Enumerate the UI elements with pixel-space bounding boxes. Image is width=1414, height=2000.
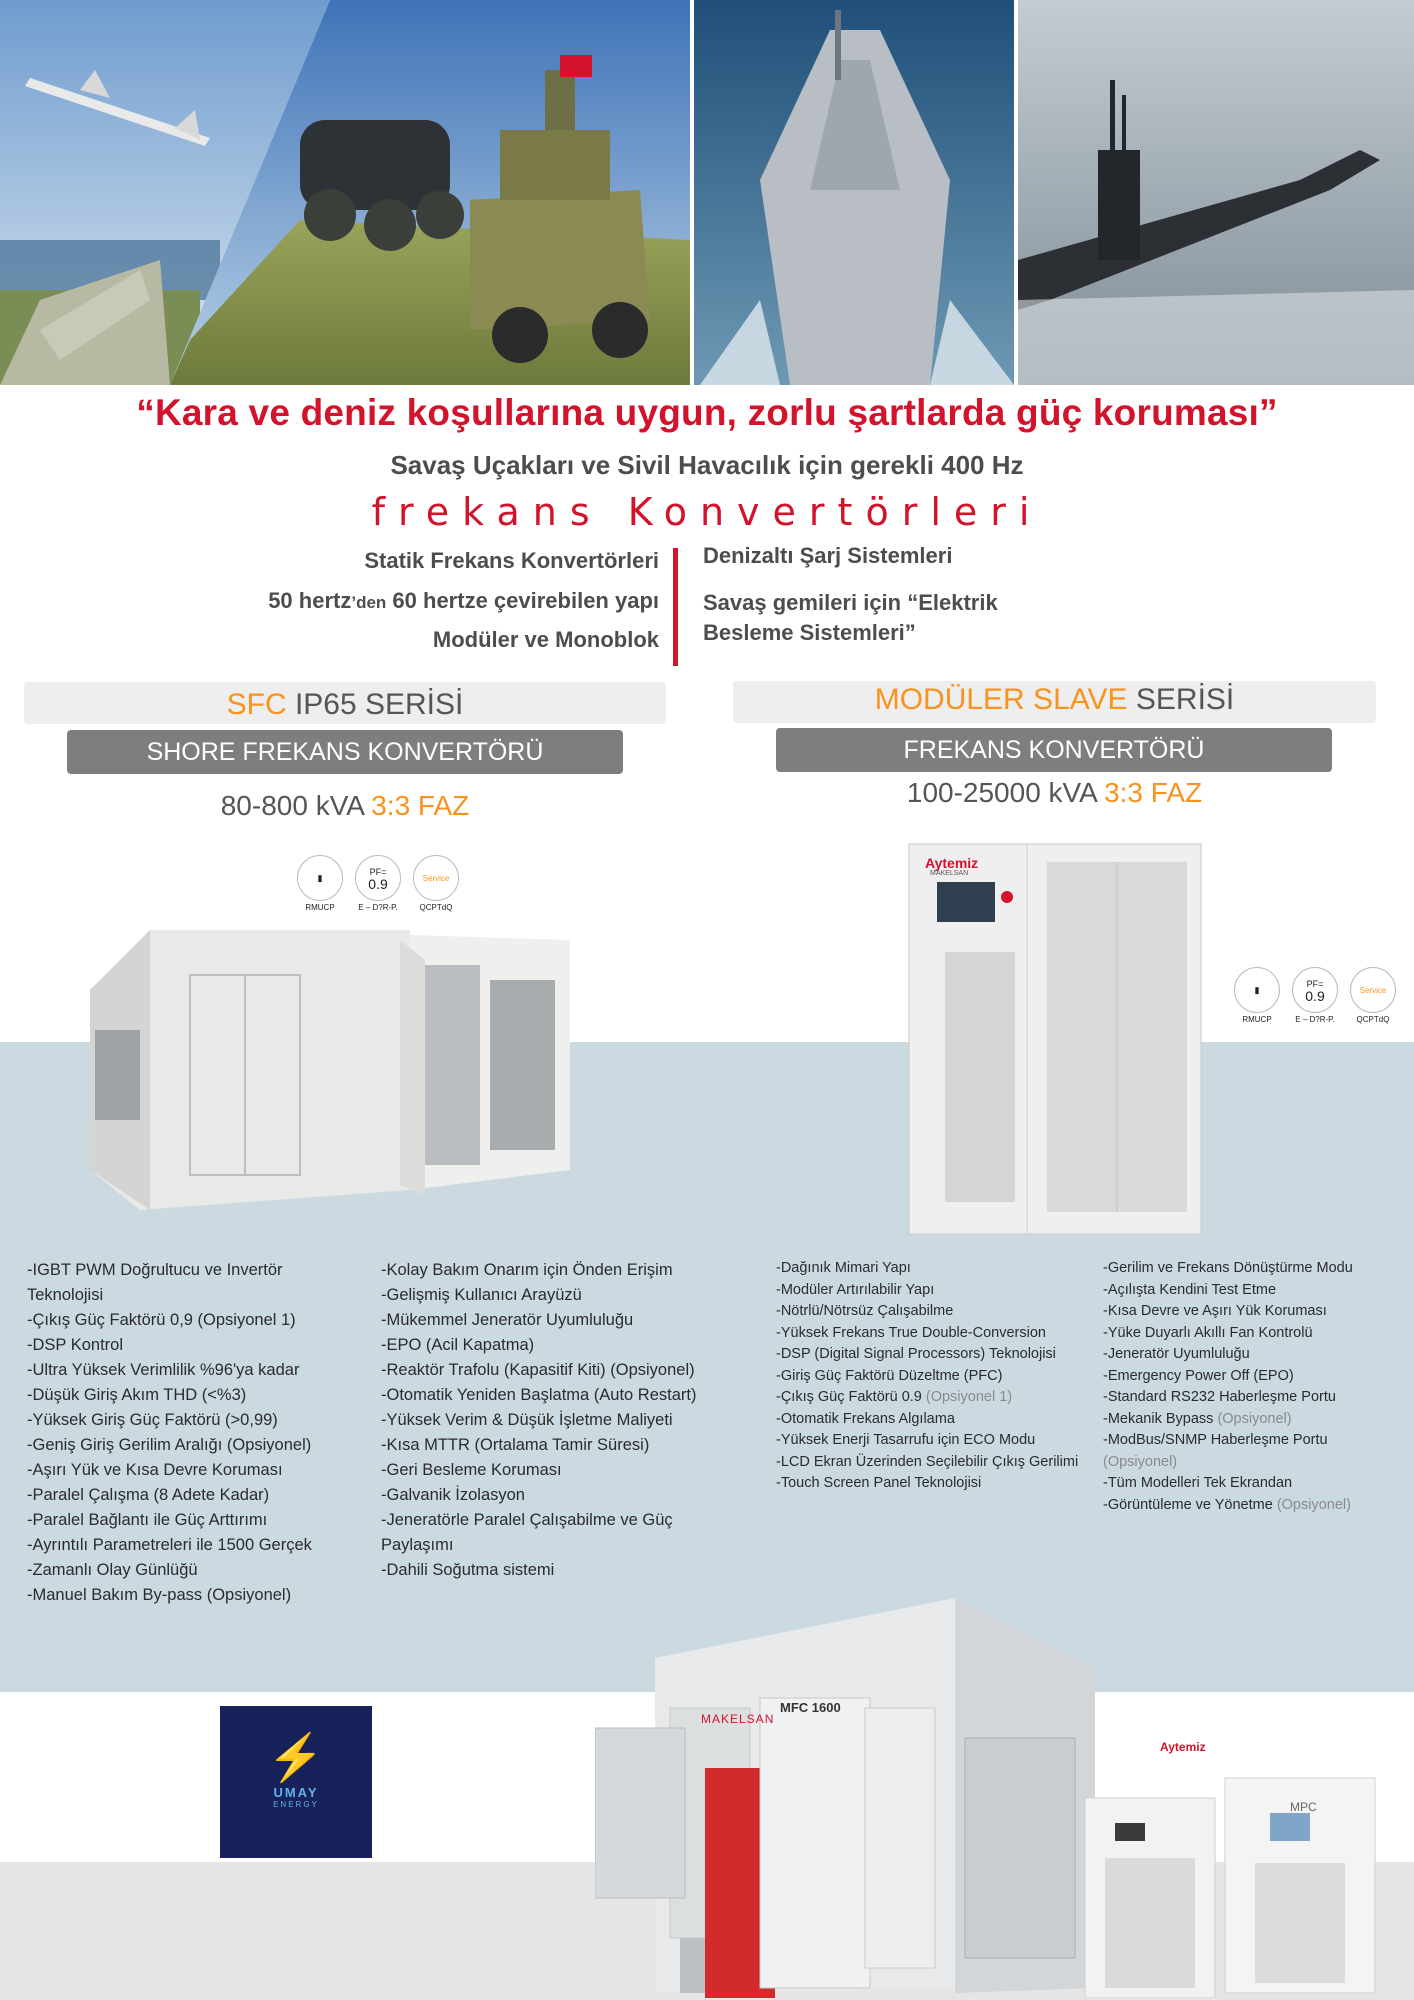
feature-item: -Manuel Bakım By-pass (Opsiyonel) — [27, 1586, 292, 1604]
left-feature-2 — [268, 588, 659, 614]
modular-capacity — [733, 777, 1376, 809]
feature-item: -Açılışta Kendini Test Etme — [1103, 1281, 1277, 1298]
service-label-2: Service — [1359, 985, 1387, 995]
pf-badge-label-2: E – D?R-P. — [1295, 1015, 1335, 1024]
feature-item: -Paralel Bağlantı ile Güç Arttırımı — [27, 1511, 268, 1529]
feature-item: -Tüm Modelleri Tek Ekrandan — [1103, 1475, 1293, 1491]
feature-item: -Emergency Power Off (EPO) — [1103, 1367, 1294, 1384]
sfc-subtitle-bar: SHORE FREKANS KONVERTÖRÜ — [67, 730, 623, 774]
feature-item: -Standard RS232 Haberleşme Portu — [1103, 1389, 1336, 1405]
optional-tag: (Opsiyonel) — [1217, 1410, 1292, 1427]
power-factor-icon — [355, 855, 401, 901]
feature-list-3 — [776, 1258, 1086, 1495]
service-badge — [412, 855, 460, 912]
sfc-title — [24, 688, 666, 722]
left-feature-2c: 60 hertze çevirebilen yapı — [392, 588, 659, 613]
product-group-image — [595, 1598, 1385, 1998]
optional-tag: (Opsiyonel) — [1103, 1453, 1178, 1470]
feature-item: -DSP Kontrol — [27, 1336, 123, 1354]
left-feature-2a: 50 hertz — [268, 588, 352, 613]
pf-badge-2 — [1291, 967, 1339, 1024]
modular-cabinet-image — [907, 842, 1203, 1242]
feature-item: -Yüke Duyarlı Akıllı Fan Kontrolü — [1103, 1324, 1313, 1341]
sfc-capacity — [24, 790, 666, 822]
feature-item: -Otomatik Frekans Algılama — [776, 1410, 955, 1427]
logo-name: UMAY — [273, 1785, 319, 1800]
headline-frequency: frekans Konvertörleri — [371, 490, 1043, 534]
service-badge-label: QCPTdQ — [419, 903, 453, 912]
umay-energy-logo — [220, 1706, 372, 1858]
rmucp-label: RMUCP — [305, 903, 335, 912]
feature-item: -Mükemmel Jeneratör Uyumluluğu — [381, 1311, 634, 1329]
hero-photo-collage — [0, 0, 1414, 390]
feature-item: -Ultra Yüksek Verimlilik %96'ya kadar — [27, 1361, 300, 1379]
feature-item-opt — [776, 1387, 1086, 1409]
cabinet-mpc: MPC — [1290, 1800, 1317, 1814]
sfc-enclosure-image — [80, 920, 600, 1210]
left-feature-3: Modüler ve Monoblok — [432, 627, 659, 652]
feature-item: -Yüksek Enerji Tasarrufu için ECO Modu — [776, 1432, 1036, 1448]
service-label: Service — [422, 873, 450, 883]
rmucp-badge — [296, 855, 344, 912]
feature-item-opt — [1103, 1409, 1393, 1431]
feature-item: -Galvanik İzolasyon — [381, 1486, 525, 1504]
container-model: MFC 1600 — [780, 1700, 841, 1715]
feature-item: -Reaktör Trafolu (Kapasitif Kiti) (Opsiyonel) — [381, 1361, 695, 1379]
feature-item: -Aşırı Yük ve Kısa Devre Koruması — [27, 1461, 283, 1479]
feature-text: -Mekanik Bypass — [1103, 1410, 1214, 1427]
feature-item: -Giriş Güç Faktörü Düzeltme (PFC) — [776, 1367, 1003, 1384]
feature-item: -Yüksek Frekans True Double-Conversion — [776, 1324, 1046, 1341]
feature-item: -Geniş Giriş Gerilim Aralığı (Opsiyonel) — [27, 1436, 312, 1454]
feature-item: -Paralel Çalışma (8 Adete Kadar) — [27, 1486, 270, 1504]
feature-item: -Kısa Devre ve Aşırı Yük Koruması — [1103, 1303, 1327, 1319]
feature-text: -Görüntüleme ve Yönetme — [1103, 1496, 1273, 1513]
pf-label-2: PF= — [1306, 979, 1324, 989]
left-feature-1: Statik Frekans Konvertörleri — [364, 548, 659, 573]
feature-item: -IGBT PWM Doğrultucu ve Invertör Teknolojisi — [27, 1261, 283, 1304]
sfc-title-a: SFC — [226, 688, 287, 721]
feature-item: -Touch Screen Panel Teknolojisi — [776, 1475, 982, 1491]
service-badge-label-2: QCPTdQ — [1356, 1015, 1390, 1024]
lightning-icon: ⚡ — [267, 1731, 325, 1783]
left-feature-2b: ’den — [351, 593, 387, 612]
modular-phase: 3:3 FAZ — [1104, 777, 1203, 808]
feature-item: -Nötrlü/Nötrsüz Çalışabilme — [776, 1303, 954, 1319]
logo-sub: ENERGY — [273, 1800, 319, 1809]
pf-value-2: 0.9 — [1305, 988, 1325, 1004]
modular-subtitle-bar: FREKANS KONVERTÖRÜ — [776, 728, 1332, 772]
sfc-title-b: IP65 SERİSİ — [294, 688, 464, 721]
feature-item: -EPO (Acil Kapatma) — [381, 1336, 535, 1354]
cabinet-sub: MAKELSAN — [930, 870, 969, 877]
optional-tag: (Opsiyonel) — [1276, 1496, 1351, 1513]
pf-badge — [354, 855, 402, 912]
pf-label: PF= — [369, 867, 387, 877]
headline-subtitle: Savaş Uçakları ve Sivil Havacılık için gerekli 400 Hz — [390, 450, 1024, 480]
feature-item: -Gelişmiş Kullanıcı Arayüzü — [381, 1286, 582, 1304]
container-brand: MAKELSAN — [701, 1712, 775, 1726]
feature-item: -Geri Besleme Koruması — [381, 1461, 562, 1479]
feature-item: -Otomatik Yeniden Başlatma (Auto Restart) — [381, 1386, 697, 1404]
service-plug-icon — [413, 855, 459, 901]
feature-list-4 — [1103, 1258, 1393, 1516]
rmucp-badge-2 — [1233, 967, 1281, 1024]
service-badge-2 — [1349, 967, 1397, 1024]
feature-item: -Modüler Artırılabilir Yapı — [776, 1281, 935, 1298]
pf-value: 0.9 — [368, 876, 388, 892]
feature-item: -LCD Ekran Üzerinden Seçilebilir Çıkış Gerilimi — [776, 1453, 1079, 1470]
feature-item: -Jeneratörle Paralel Çalışabilme ve Güç Paylaşımı — [381, 1511, 673, 1554]
feature-item: -Çıkış Güç Faktörü 0,9 (Opsiyonel 1) — [27, 1311, 296, 1329]
sfc-kva: 80-800 kVA — [220, 790, 364, 821]
right-feature-1: Denizaltı Şarj Sistemleri — [703, 543, 953, 568]
battery-icon: ▮ — [1234, 967, 1280, 1013]
feature-item: -Jeneratör Uyumluluğu — [1103, 1346, 1250, 1362]
right-feature-2: Savaş gemileri için “Elektrik — [703, 590, 998, 615]
sfc-phase: 3:3 FAZ — [371, 790, 470, 821]
cabinet-brand-2: Aytemiz — [1160, 1740, 1206, 1754]
power-factor-icon — [1292, 967, 1338, 1013]
feature-item: -Yüksek Verim & Düşük İşletme Maliyeti — [381, 1411, 673, 1429]
feature-text: -ModBus/SNMP Haberleşme Portu — [1103, 1432, 1328, 1448]
service-plug-icon — [1350, 967, 1396, 1013]
feature-item: -Dağınık Mimari Yapı — [776, 1260, 911, 1276]
feature-text: -Çıkış Güç Faktörü 0.9 — [776, 1389, 922, 1405]
feature-item: -Kolay Bakım Onarım için Önden Erişim — [381, 1261, 673, 1279]
feature-item: -Yüksek Giriş Güç Faktörü (>0,99) — [27, 1411, 278, 1429]
feature-item: -Kısa MTTR (Ortalama Tamir Süresi) — [381, 1436, 650, 1454]
feature-item: -Gerilim ve Frekans Dönüştürme Modu — [1103, 1260, 1353, 1276]
modular-title-b: SERİSİ — [1135, 683, 1235, 716]
cabinet-brand: Aytemiz — [925, 855, 979, 871]
feature-item: -Düşük Giriş Akım THD (<%3) — [27, 1386, 247, 1404]
feature-item: -Zamanlı Olay Günlüğü — [27, 1561, 198, 1579]
rmucp-label-2: RMUCP — [1242, 1015, 1272, 1024]
feature-item-opt — [1103, 1430, 1393, 1473]
feature-list-1 — [27, 1258, 357, 1608]
feature-item: -DSP (Digital Signal Processors) Teknolojisi — [776, 1346, 1056, 1362]
feature-list-2 — [381, 1258, 731, 1583]
feature-item: -Ayrıntılı Parametreleri ile 1500 Gerçek — [27, 1536, 312, 1554]
modular-title — [733, 683, 1376, 717]
sfc-icon-row — [296, 855, 460, 912]
feature-item-opt — [1103, 1495, 1393, 1517]
optional-tag: (Opsiyonel 1) — [925, 1389, 1013, 1405]
battery-icon: ▮ — [297, 855, 343, 901]
modular-icon-row — [1233, 967, 1397, 1024]
pf-badge-label: E – D?R-P. — [358, 903, 398, 912]
divider-red-bar — [673, 548, 678, 666]
modular-title-a: MODÜLER SLAVE — [874, 683, 1128, 716]
modular-kva: 100-25000 kVA — [906, 777, 1097, 808]
right-feature-3: Besleme Sistemleri” — [703, 620, 916, 645]
headline-quote: “Kara ve deniz koşullarına uygun, zorlu şartlarda güç koruması” — [136, 392, 1278, 433]
feature-item: -Dahili Soğutma sistemi — [381, 1561, 555, 1579]
